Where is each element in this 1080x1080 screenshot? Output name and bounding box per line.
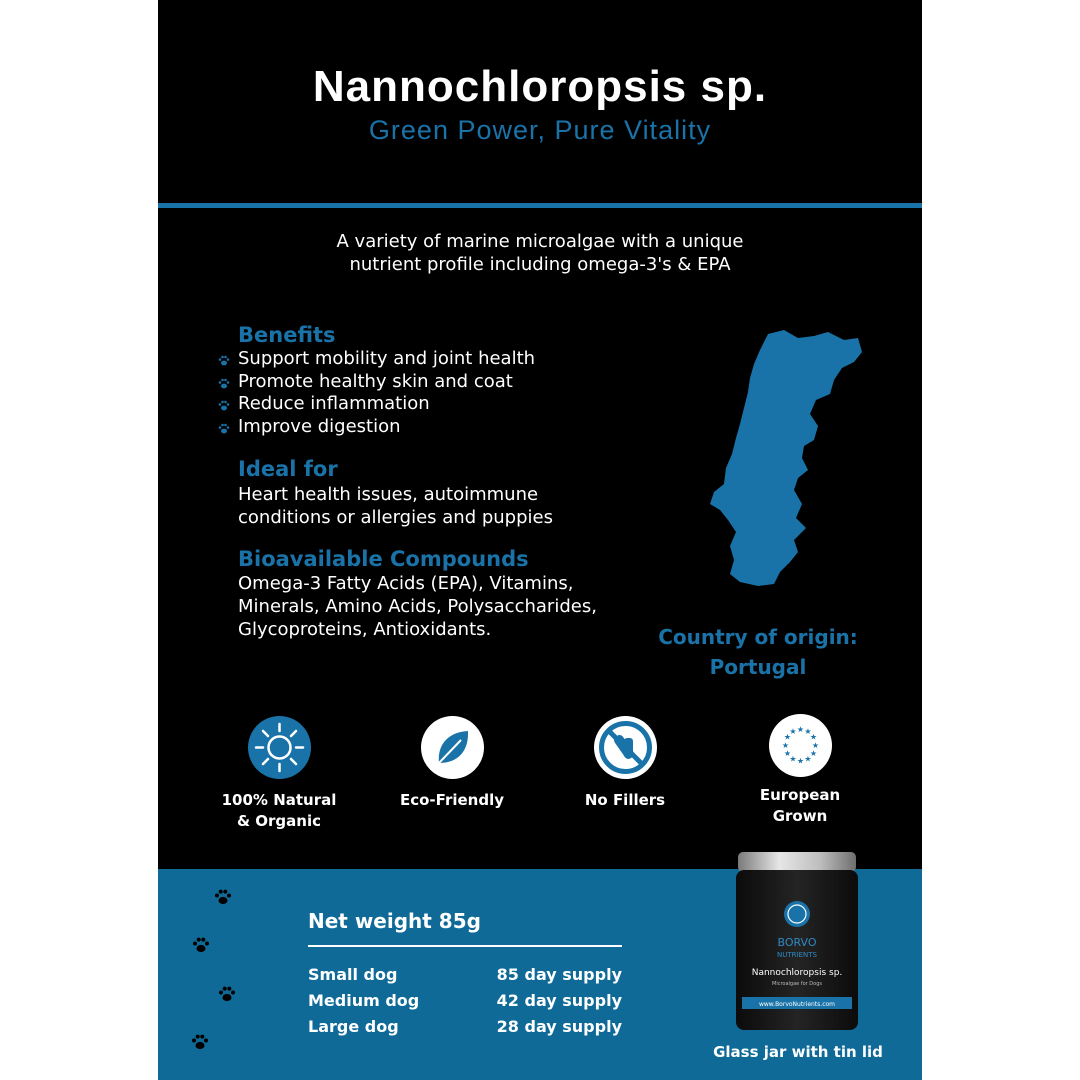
svg-text:★: ★ [796, 756, 804, 766]
ideal-for-text [238, 483, 678, 529]
country-of-origin [653, 622, 863, 682]
svg-text:★: ★ [803, 727, 812, 736]
feature-label [550, 790, 700, 811]
feature-no-fillers [550, 716, 700, 811]
divider [158, 203, 922, 208]
svg-text:★: ★ [809, 749, 817, 758]
ideal-for-line: Heart health issues, autoimmune [238, 484, 539, 505]
svg-text:★: ★ [781, 741, 789, 750]
supply-row [308, 1017, 622, 1043]
paw-icon [218, 378, 230, 389]
intro-text [158, 230, 922, 276]
jar-brand-sub: NUTRIENTS [777, 951, 817, 959]
benefit-label: Improve digestion [238, 415, 401, 437]
compounds-heading: Bioavailable Compounds [238, 547, 529, 571]
paw-icon [218, 423, 230, 434]
feature-label-line: Eco-Friendly [399, 791, 504, 809]
jar-product: Nannochloropsis sp. [751, 968, 843, 978]
product-title: Nannochloropsis sp. [312, 62, 768, 111]
feature-natural-organic [204, 716, 354, 832]
supply-row [308, 965, 622, 991]
list-item [218, 371, 535, 394]
svg-text:★: ★ [788, 727, 797, 736]
benefit-label: Promote healthy skin and coat [238, 370, 513, 392]
feature-eco-friendly [377, 716, 527, 811]
list-item [218, 348, 535, 371]
feature-label-line: European [759, 786, 841, 804]
feature-label-line: 100% Natural [221, 791, 337, 809]
compounds-line: Minerals, Amino Acids, Polysaccharides, [238, 596, 597, 617]
feature-label [377, 790, 527, 811]
divider [308, 945, 622, 947]
svg-text:★: ★ [783, 749, 791, 758]
product-jar-image [734, 852, 860, 1032]
benefit-label: Reduce inflammation [238, 393, 430, 414]
paw-icon [218, 400, 230, 411]
paw-icon [214, 889, 232, 905]
benefits-list [218, 348, 535, 438]
paw-icon [192, 937, 210, 953]
product-sheet [158, 0, 922, 1080]
feature-label [725, 785, 875, 827]
svg-text:★: ★ [809, 732, 817, 742]
supply-row [308, 991, 622, 1017]
benefit-label: Support mobility and joint health [238, 348, 536, 369]
benefits-heading: Benefits [238, 323, 336, 347]
feature-european-grown [725, 714, 875, 827]
feature-label-line: & Organic [236, 812, 322, 830]
jar-brand: BORVO [777, 936, 817, 949]
svg-text:★: ★ [788, 754, 797, 764]
origin-country: Portugal [709, 655, 807, 679]
jar-tagline: Microalgae for Dogs [772, 981, 822, 987]
svg-text:★: ★ [803, 754, 812, 764]
paw-icon [191, 1034, 209, 1050]
dog-size: Medium dog [308, 991, 420, 1010]
net-weight-title: Net weight 85g [308, 909, 481, 933]
compounds-line: Omega-3 Fatty Acids (EPA), Vitamins, [238, 573, 574, 594]
supply-days: 28 day supply [496, 1017, 622, 1036]
svg-text:★: ★ [811, 741, 819, 750]
compounds-line: Glycoproteins, Antioxidants. [238, 619, 492, 640]
compounds-text [238, 572, 708, 641]
jar-website: www.BorvoNutrients.com [758, 1001, 836, 1008]
jar-caption: Glass jar with tin lid [713, 1043, 883, 1061]
list-item [218, 416, 535, 439]
supply-days: 42 day supply [496, 991, 622, 1010]
feature-label-line: Grown [772, 807, 828, 825]
origin-label: Country of origin: [658, 625, 858, 649]
list-item [218, 393, 535, 416]
svg-text:★: ★ [796, 725, 804, 734]
ideal-for-line: conditions or allergies and puppies [238, 507, 553, 528]
leaf-icon [421, 716, 484, 779]
eu-stars-icon [769, 714, 832, 777]
intro-line: nutrient profile including omega-3's & EPA [349, 254, 731, 275]
paw-icon [218, 355, 230, 366]
feature-label [204, 790, 354, 832]
product-subtitle: Green Power, Pure Vitality [368, 115, 712, 145]
supply-days: 85 day supply [496, 965, 622, 984]
no-fillers-icon [594, 716, 657, 779]
sun-icon [248, 716, 311, 779]
ideal-for-heading: Ideal for [238, 457, 338, 481]
dog-size: Small dog [308, 965, 398, 984]
intro-line: A variety of marine microalgae with a unique [336, 231, 744, 252]
feature-label-line: No Fillers [584, 791, 666, 809]
svg-text:★: ★ [783, 732, 791, 742]
dog-size: Large dog [308, 1017, 399, 1036]
paw-icon [218, 986, 236, 1002]
portugal-map [706, 328, 866, 590]
